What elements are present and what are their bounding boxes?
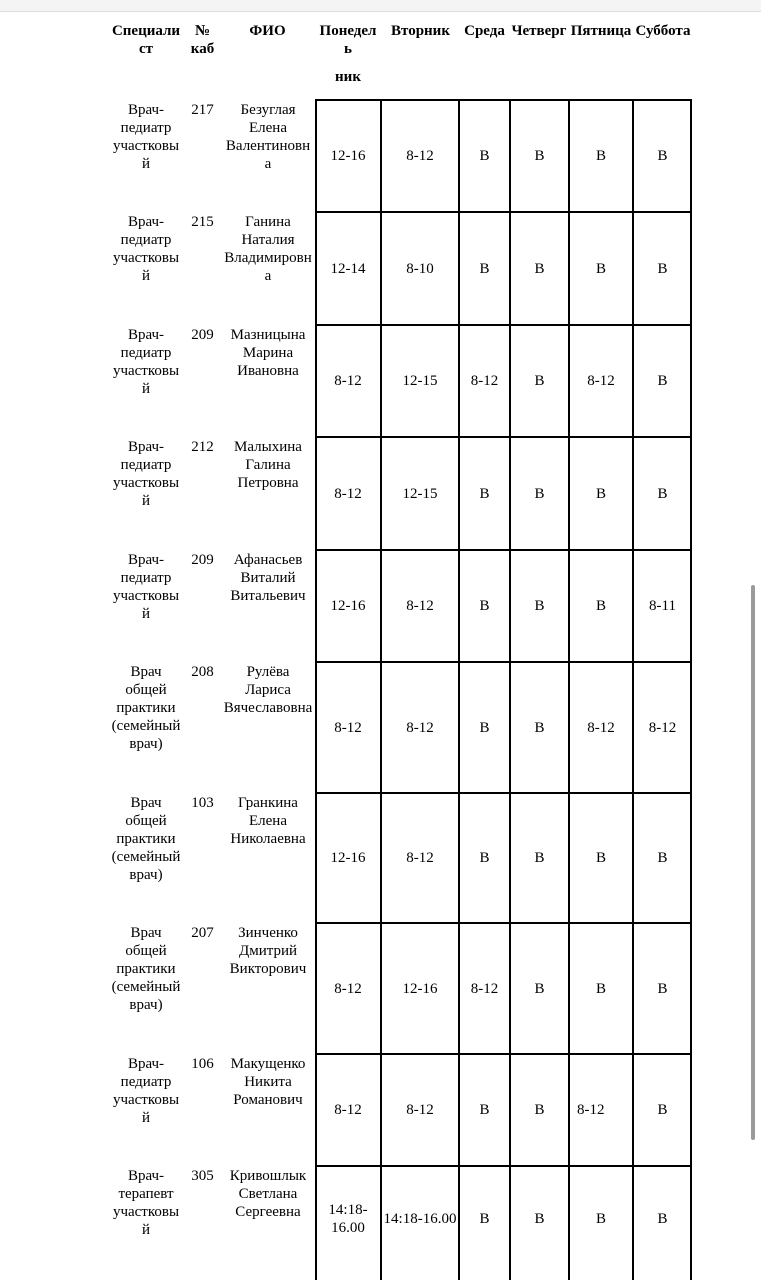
row-cabinet: 209: [191, 552, 214, 568]
row-specialty-line: й: [141, 493, 151, 509]
row-full-name: [222, 1167, 314, 1221]
schedule-cell: [569, 794, 633, 922]
header-tuesday: Вторник: [391, 23, 450, 39]
row-full-name: [222, 438, 314, 492]
schedule-cell-text: В: [657, 148, 668, 164]
row-specialty-line: й: [141, 606, 151, 622]
row-specialty-line: й: [141, 268, 151, 284]
row-specialty-line: врач): [129, 736, 163, 752]
schedule-cell-text: В: [534, 1102, 545, 1118]
schedule-cell: [381, 1167, 459, 1270]
row-specialty-line: педиатр: [120, 232, 172, 248]
schedule-cell: [315, 101, 381, 211]
schedule-cell-text: В: [534, 850, 545, 866]
schedule-cell-text: В: [595, 485, 606, 502]
row-specialty-line: й: [141, 1222, 151, 1238]
schedule-cell: [459, 326, 510, 436]
row-specialty-line: общей: [125, 943, 167, 959]
row-specialty-line: педиатр: [120, 570, 172, 586]
row-name-line: Дмитрий: [238, 943, 298, 959]
row-specialty: [105, 924, 187, 1014]
row-specialty-line: терапевт: [118, 1186, 174, 1202]
header-cabinet-line: №: [194, 23, 211, 39]
schedule-cell-text: 8-12: [406, 598, 434, 614]
schedule-cell-text: 12-15: [402, 373, 438, 389]
schedule-cell: [510, 1055, 569, 1165]
schedule-cell-text: В: [657, 850, 668, 866]
row-cabinet: 215: [191, 214, 214, 230]
row-name-line: Рулёва: [246, 664, 290, 680]
row-name-line: Виталий: [240, 570, 296, 586]
row-specialty-line: участковы: [112, 1204, 180, 1220]
row-cabinet: 208: [191, 664, 214, 680]
schedule-cell-text: В: [479, 148, 490, 164]
schedule-cell: [569, 101, 633, 211]
row-specialty-line: Врач-: [127, 102, 165, 118]
row-cabinet: 207: [191, 925, 214, 941]
row-specialty-line: педиатр: [120, 1074, 172, 1090]
schedule-cell: [315, 1167, 381, 1270]
row-specialty-line: й: [141, 381, 151, 397]
header-cabinet: [185, 22, 220, 58]
schedule-cell: [569, 438, 633, 549]
row-full-name: [222, 551, 314, 605]
row-specialty-line: педиатр: [120, 120, 172, 136]
schedule-cell-text: В: [534, 260, 545, 277]
header-wednesday: Среда: [464, 23, 505, 39]
row-name-line: Безуглая: [240, 102, 296, 118]
schedule-cell: [381, 438, 459, 549]
schedule-cell-text: В: [657, 1210, 668, 1227]
row-full-name: [222, 213, 314, 285]
schedule-cell: [510, 663, 569, 792]
scrollbar-thumb[interactable]: [751, 585, 755, 1140]
row-full-name: [222, 1055, 314, 1109]
schedule-cell: [633, 101, 692, 211]
schedule-cell: [510, 1167, 569, 1270]
schedule-cell: [633, 326, 692, 436]
row-name-line: Петровна: [237, 475, 299, 491]
row-name-line: Романович: [233, 1092, 303, 1108]
schedule-cell-text: 8-12: [334, 373, 362, 389]
schedule-cell-text: 8-12: [406, 148, 434, 164]
schedule-cell: [510, 924, 569, 1053]
header-monday: [315, 22, 381, 86]
row-name-line: Малыхина: [234, 439, 302, 455]
schedule-cell-text: В: [534, 148, 545, 164]
schedule-cell: [381, 794, 459, 922]
schedule-cell: [633, 794, 692, 922]
schedule-cell: [569, 1167, 633, 1270]
schedule-cell-text: 8-12: [577, 1102, 605, 1118]
schedule-cell-text: В: [657, 373, 668, 389]
schedule-cell-text: 14:18- 16.00: [328, 1201, 368, 1236]
row-specialty: [105, 663, 187, 753]
row-specialty-line: (семейный: [111, 979, 181, 995]
schedule-cell: [315, 438, 381, 549]
schedule-cell: [315, 663, 381, 792]
row-specialty-line: педиатр: [120, 457, 172, 473]
row-specialty-line: Врач: [130, 664, 162, 680]
row-name-line: Валентиновн: [225, 138, 311, 154]
schedule-cell-text: 12-15: [402, 485, 438, 502]
schedule-cell-text: 8-12: [334, 980, 362, 997]
schedule-cell-text: В: [479, 850, 490, 866]
row-full-name: [222, 794, 314, 848]
schedule-cell-text: В: [534, 373, 545, 389]
row-specialty-line: практики: [116, 831, 176, 847]
schedule-cell: [510, 213, 569, 324]
schedule-cell: [381, 326, 459, 436]
schedule-cell-text: 12-16: [330, 148, 366, 164]
schedule-cell-text: В: [657, 980, 668, 997]
row-name-line: Никита: [244, 1074, 292, 1090]
header-thursday: Четверг: [511, 23, 567, 39]
schedule-cell: [459, 663, 510, 792]
schedule-cell-text: 8-12: [648, 719, 677, 736]
row-full-name: [222, 101, 314, 173]
row-name-line: Ивановна: [237, 363, 299, 379]
row-full-name: [222, 326, 314, 380]
schedule-cell: [459, 438, 510, 549]
header-monday-line: ник: [335, 69, 361, 85]
schedule-cell: [569, 326, 633, 436]
schedule-cell: [315, 1055, 381, 1165]
schedule-cell-text: 8-12: [587, 373, 615, 389]
schedule-cell-text: В: [657, 1102, 668, 1118]
schedule-cell-text: В: [657, 485, 668, 502]
row-specialty-line: педиатр: [120, 345, 172, 361]
schedule-cell-text: 12-16: [330, 850, 366, 866]
row-name-line: Кривошлык: [229, 1168, 307, 1184]
schedule-cell-text: 8-12: [406, 850, 434, 866]
schedule-cell: [633, 1167, 692, 1270]
row-name-line: Сергеевна: [235, 1204, 301, 1220]
schedule-cell-text: 12-16: [402, 980, 438, 997]
schedule-cell: [510, 794, 569, 922]
row-name-line: Светлана: [238, 1186, 298, 1202]
row-specialty-line: практики: [116, 961, 176, 977]
schedule-cell-text: В: [534, 719, 545, 736]
schedule-cell: [510, 438, 569, 549]
row-specialty-line: Врач: [130, 925, 162, 941]
schedule-cell-text: В: [595, 598, 606, 614]
row-name-line: Елена: [249, 813, 287, 829]
schedule-cell: [459, 213, 510, 324]
row-name-line: Владимировн: [224, 250, 312, 266]
schedule-cell-text: В: [595, 260, 606, 277]
row-name-line: Афанасьев: [233, 552, 303, 568]
row-name-line: Елена: [249, 120, 287, 136]
schedule-cell-text: 8-12: [406, 719, 434, 736]
row-name-line: Вячеславовна: [223, 700, 313, 716]
row-specialty-line: практики: [116, 700, 176, 716]
schedule-cell: [633, 1055, 692, 1165]
schedule-cell-text: 14:18-16.00: [383, 1210, 457, 1227]
schedule-cell: [569, 924, 633, 1053]
schedule-cell-text: 8-12: [470, 980, 499, 997]
row-specialty-line: участковы: [112, 588, 180, 604]
browser-top-bar: [0, 0, 761, 12]
row-name-line: Галина: [245, 457, 291, 473]
schedule-cell: [381, 101, 459, 211]
schedule-cell-text: В: [479, 719, 490, 736]
row-name-line: Лариса: [245, 682, 291, 698]
row-cabinet: 212: [191, 439, 214, 455]
schedule-cell-text: 8-12: [334, 485, 362, 502]
schedule-cell-text: В: [657, 260, 668, 277]
schedule-cell-text: В: [479, 1210, 490, 1227]
row-specialty-line: (семейный: [111, 718, 181, 734]
schedule-cell: [315, 213, 381, 324]
header-name: ФИО: [249, 23, 286, 39]
row-specialty-line: общей: [125, 813, 167, 829]
schedule-cell-text: 8-12: [406, 1102, 434, 1118]
schedule-cell-text: 8-10: [406, 260, 434, 277]
schedule-cell: [459, 1055, 510, 1165]
schedule-cell: [381, 1055, 459, 1165]
schedule-cell: [459, 794, 510, 922]
schedule-cell-text: В: [534, 980, 545, 997]
row-specialty-line: врач): [129, 997, 163, 1013]
schedule-cell: [459, 1167, 510, 1270]
schedule-cell-text: 8-12: [334, 1102, 362, 1118]
schedule-cell-text: В: [534, 598, 545, 614]
schedule-cell: [315, 551, 381, 661]
schedule-cell: [315, 794, 381, 922]
row-specialty-line: Врач-: [127, 552, 165, 568]
schedule-cell: [381, 213, 459, 324]
row-name-line: Наталия: [241, 232, 295, 248]
row-name-line: Витальевич: [230, 588, 306, 604]
row-specialty: [105, 1055, 187, 1127]
schedule-cell-text: 12-14: [330, 260, 366, 277]
schedule-cell: [633, 213, 692, 324]
schedule-cell: [381, 663, 459, 792]
row-cabinet: 305: [191, 1168, 214, 1184]
schedule-cell: [569, 213, 633, 324]
row-specialty: [105, 438, 187, 510]
row-name-line: Марина: [242, 345, 294, 361]
row-name-line: Николаевна: [230, 831, 306, 847]
row-full-name: [222, 924, 314, 978]
row-name-line: Гранкина: [238, 795, 298, 811]
row-specialty: [105, 213, 187, 285]
schedule-cell: [459, 101, 510, 211]
schedule-cell-text: 8-12: [334, 719, 362, 736]
schedule-cell-text: В: [595, 148, 606, 164]
row-cabinet: 106: [191, 1056, 214, 1072]
schedule-cell-text: В: [479, 1102, 490, 1118]
schedule-cell-text: В: [595, 850, 606, 866]
schedule-cell: [381, 924, 459, 1053]
schedule-cell-text: 12-16: [330, 598, 366, 614]
row-specialty-line: Врач: [130, 795, 162, 811]
row-specialty-line: Врач-: [127, 439, 165, 455]
schedule-cell: [569, 1055, 633, 1165]
schedule-cell: [510, 101, 569, 211]
row-name-line: Викторович: [229, 961, 307, 977]
row-cabinet: 103: [191, 795, 214, 811]
schedule-cell: [633, 663, 692, 792]
schedule-cell-text: 8-11: [649, 598, 676, 614]
row-name-line: Зинченко: [238, 925, 298, 941]
row-specialty: [105, 326, 187, 398]
row-name-line: Ганина: [245, 214, 291, 230]
row-specialty-line: Врач-: [127, 1168, 165, 1184]
row-specialty-line: врач): [129, 867, 163, 883]
header-friday: Пятница: [570, 23, 632, 39]
schedule-cell: [381, 551, 459, 661]
schedule-cell-text: В: [595, 980, 606, 997]
row-specialty-line: участковы: [112, 475, 180, 491]
schedule-cell-text: В: [479, 260, 490, 277]
schedule-cell: [633, 551, 692, 661]
schedule-cell: [315, 326, 381, 436]
row-specialty: [105, 1167, 187, 1239]
row-specialty-line: й: [141, 1110, 151, 1126]
schedule-cell-text: 8-12: [587, 719, 615, 736]
schedule-cell-text: В: [534, 1210, 545, 1227]
schedule-cell-text: В: [534, 485, 545, 502]
schedule-cell-text: В: [479, 485, 490, 502]
row-cabinet: 209: [191, 327, 214, 343]
row-specialty: [105, 794, 187, 884]
row-name-line: а: [264, 268, 272, 284]
schedule-cell: [569, 551, 633, 661]
row-full-name: [222, 663, 314, 717]
schedule-cell: [315, 924, 381, 1053]
header-specialist: [105, 22, 187, 58]
schedule-cell-text: 8-12: [470, 373, 499, 389]
schedule-cell-text: В: [479, 598, 490, 614]
row-specialty-line: участковы: [112, 363, 180, 379]
schedule-cell: [569, 663, 633, 792]
row-specialty-line: участковы: [112, 138, 180, 154]
row-specialty-line: участковы: [112, 1092, 180, 1108]
row-specialty-line: общей: [125, 682, 167, 698]
row-name-line: Мазницына: [230, 327, 306, 343]
schedule-cell: [633, 438, 692, 549]
row-specialty-line: Врач-: [127, 214, 165, 230]
header-saturday: Суббота: [635, 23, 691, 39]
row-cabinet: 217: [191, 102, 214, 118]
row-name-line: Макущенко: [230, 1056, 306, 1072]
row-specialty: [105, 551, 187, 623]
schedule-cell: [510, 326, 569, 436]
schedule-cell: [510, 551, 569, 661]
row-specialty-line: й: [141, 156, 151, 172]
row-name-line: а: [264, 156, 272, 172]
schedule-cell: [459, 551, 510, 661]
header-cabinet-line: каб: [190, 41, 215, 57]
row-specialty-line: Врач-: [127, 1056, 165, 1072]
header-specialist-line: ст: [138, 41, 154, 57]
schedule-cell-text: В: [595, 1210, 606, 1227]
header-monday-line: ь: [344, 41, 352, 57]
header-monday-line: Понедел: [319, 23, 377, 39]
row-specialty-line: участковы: [112, 250, 180, 266]
schedule-cell: [633, 924, 692, 1053]
row-specialty-line: Врач-: [127, 327, 165, 343]
schedule-cell: [459, 924, 510, 1053]
row-specialty-line: (семейный: [111, 849, 181, 865]
row-specialty: [105, 101, 187, 173]
header-specialist-line: Специали: [111, 23, 181, 39]
